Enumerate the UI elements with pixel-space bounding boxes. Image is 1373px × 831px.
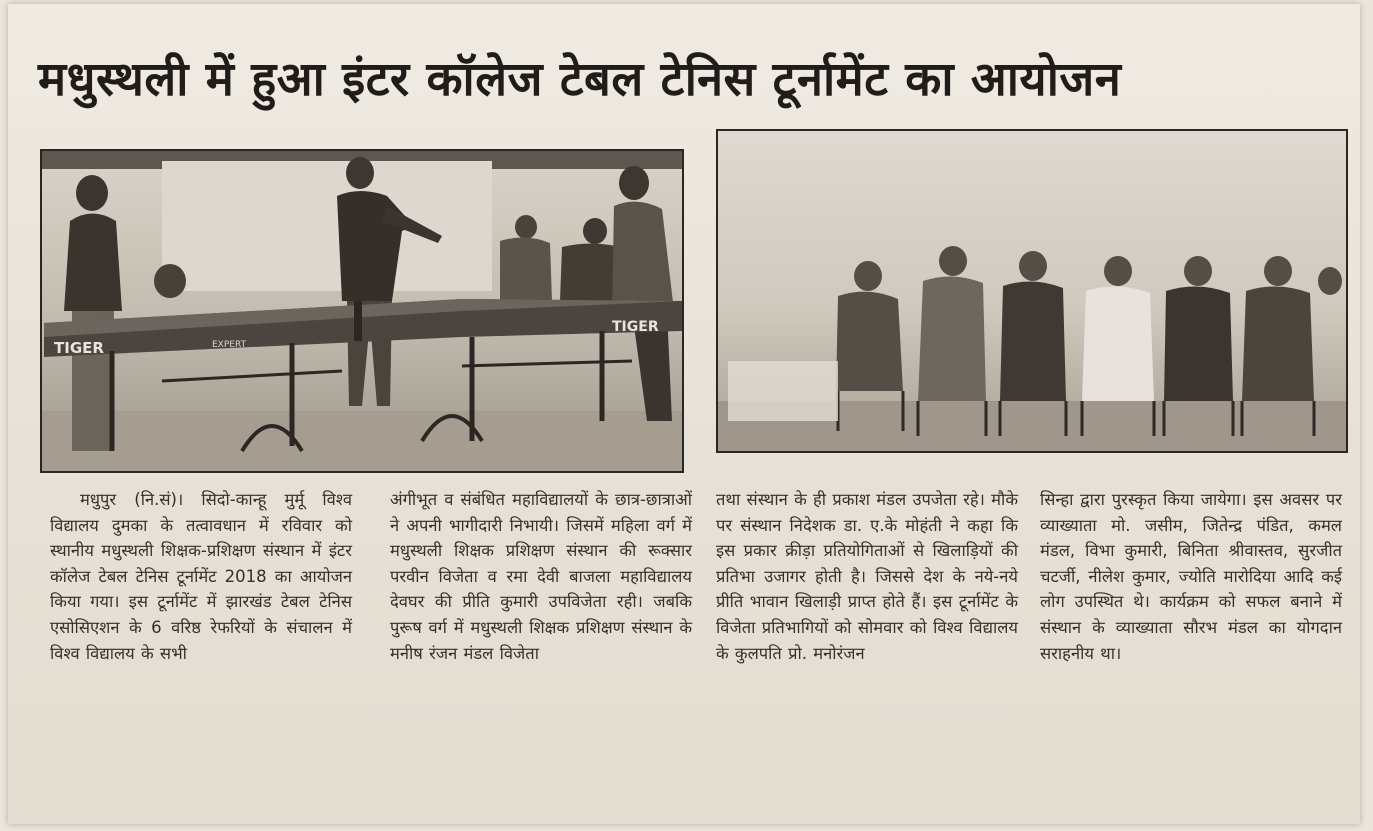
table-brand-left: TIGER <box>54 339 104 357</box>
article-column-2: अंगीभूत व संबंधित महाविद्यालयों के छात्र-छात्राओं ने अपनी भागीदारी निभायी। जिसमें महिला वर्ग में मधुस्थली शिक्षक प्रशिक्षण संस्थान की रूक्सार परवीन विजेता व रमा देवी बाजला महाविद्यालय देवघर की प्रीति कुमारी उपविजेता रही। जबकि पुरूष वर्ग में मधुस्थली शिक्षक प्रशिक्षण संस्थान के मनीष रंजन मंडल विजेता <box>390 490 692 663</box>
article-column-4: सिन्हा द्वारा पुरस्कृत किया जायेगा। इस अवसर पर व्याख्याता मो. जसीम, जितेन्द्र पंडित, कमल मंडल, विभा कुमारी, बिनिता श्रीवास्तव, सुरजीत चटर्जी, नीलेश कुमार, ज्योति मारोदिया आदि कई लोग उपस्थित थे। कार्यक्रम को सफल बनाने में संस्थान के व्याख्याता सौरभ मंडल का योगदान सराहनीय था। <box>1040 490 1342 663</box>
table-text: EXPERT <box>212 340 247 350</box>
article-column-1: मधुपुर (नि.सं)। सिदो-कान्हू मुर्मू विश्व विद्यालय दुमका के तत्वावधान में रविवार को स्थानीय मधुस्थली शिक्षक-प्रशिक्षण संस्थान में इंटर कॉलेज टेबल टेनिस टूर्नामेंट 2018 का आयोजन किया गया। इस टूर्नामेंट में झारखंड टेबल टेनिस एसोसिएशन के 6 वरिष्ठ रेफरियों के संचालन में विश्व विद्यालय के सभी <box>50 490 352 663</box>
guests-photo <box>718 131 1346 451</box>
newspaper-clipping <box>8 4 1360 824</box>
photo-seated-guests <box>716 129 1348 453</box>
article-column-3: तथा संस्थान के ही प्रकाश मंडल उपजेता रहे। मौके पर संस्थान निदेशक डा. ए.के मोहंती ने कहा कि इस प्रकार क्रीड़ा प्रतियोगिताओं से खिलाड़ियों की प्रतिभा उजागर होती है। जिससे देश के नये-नये प्रीति भावान खिलाड़ी प्राप्त होते हैं। इस टूर्नामेंट के विजेता प्रतिभागियों को सोमवार को विश्व विद्यालय के कुलपति प्रो. मनोरंजन <box>716 490 1018 663</box>
photo-table-tennis-match <box>40 149 684 473</box>
table-brand-right: TIGER <box>612 319 659 335</box>
banner <box>162 161 492 291</box>
headline: मधुस्थली में हुआ इंटर कॉलेज टेबल टेनिस टूर्नामेंट का आयोजन <box>38 52 1122 107</box>
table-tennis-photo <box>42 151 682 471</box>
